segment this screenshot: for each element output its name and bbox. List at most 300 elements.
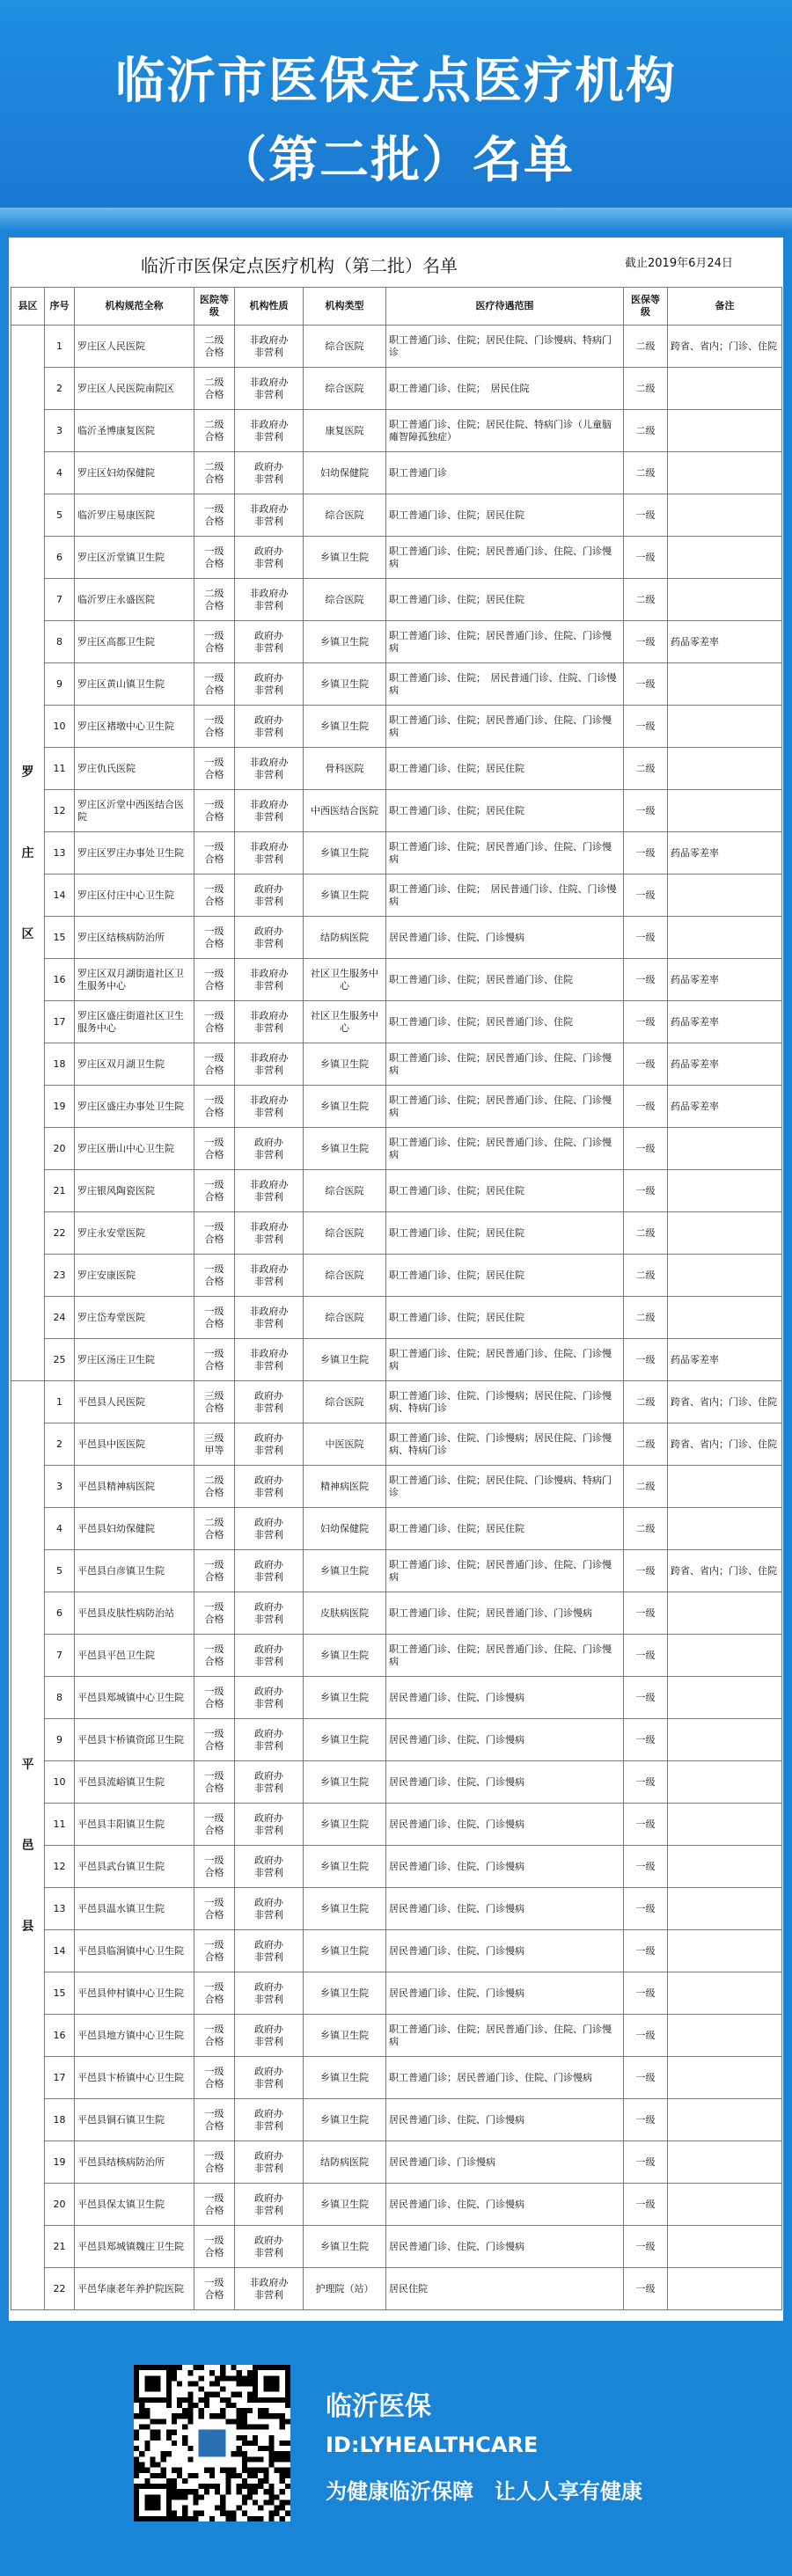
table-row: [11, 1381, 782, 1423]
seq-cell: 17: [45, 1001, 75, 1043]
grade-cell: 一级 合格: [194, 494, 235, 537]
scope-cell: 职工普通门诊、住院；居民住院、特病门诊（儿童脑瘫智障孤独症）: [386, 410, 624, 452]
type-cell: 综合医院: [304, 1255, 386, 1297]
grade-cell: 一级 合格: [194, 959, 235, 1001]
nature-cell: 政府办 非营利: [235, 452, 304, 494]
nature-cell: 非政府办 非营利: [235, 959, 304, 1001]
name-cell: 罗庄区黄山镇卫生院: [75, 663, 194, 706]
nature-cell: 政府办 非营利: [235, 1888, 304, 1930]
scope-cell: 职工普通门诊、住院；居民普通门诊、住院、门诊慢病: [386, 1339, 624, 1381]
col-header-remarks: 备注: [668, 288, 782, 326]
name-cell: 罗庄区罗庄办事处卫生院: [75, 832, 194, 875]
name-cell: 罗庄永安堂医院: [75, 1212, 194, 1255]
nature-cell: 政府办 非营利: [235, 1846, 304, 1888]
seq-cell: 4: [45, 452, 75, 494]
remarks-cell: [668, 790, 782, 832]
brand-slogan: 为健康临沂保障 让人人享有健康: [326, 2479, 642, 2504]
type-cell: 乡镇卫生院: [304, 2057, 386, 2099]
insurance-level-cell: 一级: [624, 832, 668, 875]
table-row: [11, 1972, 782, 2015]
seq-cell: 11: [45, 1804, 75, 1846]
nature-cell: 政府办 非营利: [235, 1972, 304, 2015]
name-cell: 平邑县皮肤性病防治站: [75, 1592, 194, 1635]
col-header-grade: 医院等级: [194, 288, 235, 326]
type-cell: 乡镇卫生院: [304, 1930, 386, 1972]
name-cell: 罗庄岱寿堂医院: [75, 1297, 194, 1339]
scope-cell: 居民普通门诊、住院、门诊慢病: [386, 1677, 624, 1719]
table-row: [11, 1508, 782, 1550]
remarks-cell: [668, 1761, 782, 1804]
remarks-cell: 跨省、省内；门诊、住院: [668, 1423, 782, 1466]
scope-cell: 职工普通门诊、住院；居民普通门诊、住院、门诊慢病: [386, 1550, 624, 1592]
grade-cell: 一级 合格: [194, 1297, 235, 1339]
insurance-level-cell: 一级: [624, 537, 668, 579]
nature-cell: 政府办 非营利: [235, 621, 304, 663]
insurance-level-cell: 一级: [624, 2099, 668, 2141]
seq-cell: 10: [45, 1761, 75, 1804]
scope-cell: 职工普通门诊、住院；居民普通门诊、住院、门诊慢病: [386, 2015, 624, 2057]
insurance-level-cell: 二级: [624, 1381, 668, 1423]
seq-cell: 13: [45, 1888, 75, 1930]
table-row: [11, 1846, 782, 1888]
table-row: [11, 1086, 782, 1128]
table-row: [11, 1001, 782, 1043]
remarks-cell: 药品零差率: [668, 1001, 782, 1043]
type-cell: 乡镇卫生院: [304, 1550, 386, 1592]
nature-cell: 政府办 非营利: [235, 1381, 304, 1423]
name-cell: 罗庄区沂堂镇卫生院: [75, 537, 194, 579]
scope-cell: 职工普通门诊；居民普通门诊、住院、门诊慢病: [386, 2057, 624, 2099]
insurance-level-cell: 二级: [624, 452, 668, 494]
name-cell: 罗庄区付庄中心卫生院: [75, 875, 194, 917]
type-cell: 结防病医院: [304, 917, 386, 959]
name-cell: 平邑县仲村镇中心卫生院: [75, 1972, 194, 2015]
scope-cell: 居民普通门诊、住院、门诊慢病: [386, 1888, 624, 1930]
col-header-seq: 序号: [45, 288, 75, 326]
type-cell: 乡镇卫生院: [304, 663, 386, 706]
table-row: [11, 1043, 782, 1086]
type-cell: 综合医院: [304, 326, 386, 368]
name-cell: 平邑县白彦镇卫生院: [75, 1550, 194, 1592]
list-sheet: [9, 238, 783, 2321]
remarks-cell: [668, 410, 782, 452]
nature-cell: 非政府办 非营利: [235, 326, 304, 368]
remarks-cell: 药品零差率: [668, 959, 782, 1001]
insurance-level-cell: 二级: [624, 748, 668, 790]
table-row: [11, 790, 782, 832]
nature-cell: 政府办 非营利: [235, 1677, 304, 1719]
insurance-level-cell: 一级: [624, 1888, 668, 1930]
sheet-date: 截止2019年6月24日: [625, 257, 733, 270]
type-cell: 乡镇卫生院: [304, 537, 386, 579]
type-cell: 乡镇卫生院: [304, 1677, 386, 1719]
grade-cell: 一级 合格: [194, 537, 235, 579]
table-row: [11, 1466, 782, 1508]
remarks-cell: [668, 2057, 782, 2099]
table-row: [11, 748, 782, 790]
type-cell: 皮肤病医院: [304, 1592, 386, 1635]
remarks-cell: [668, 1297, 782, 1339]
county-cell: 平 邑 县: [11, 1381, 45, 2310]
remarks-cell: [668, 368, 782, 410]
remarks-cell: [668, 1972, 782, 2015]
scope-cell: 居民普通门诊、住院、门诊慢病: [386, 917, 624, 959]
type-cell: 乡镇卫生院: [304, 832, 386, 875]
insurance-level-cell: 一级: [624, 1635, 668, 1677]
table-row: [11, 875, 782, 917]
insurance-level-cell: 一级: [624, 1550, 668, 1592]
scope-cell: 职工普通门诊、住院；居民普通门诊、住院、门诊慢病: [386, 621, 624, 663]
seq-cell: 5: [45, 494, 75, 537]
table-row: [11, 1761, 782, 1804]
nature-cell: 政府办 非营利: [235, 2057, 304, 2099]
type-cell: 乡镇卫生院: [304, 706, 386, 748]
table-row: [11, 2184, 782, 2226]
scope-cell: 职工普通门诊、住院；居民普通门诊、住院、门诊慢病: [386, 1635, 624, 1677]
table-row: [11, 2099, 782, 2141]
name-cell: 平邑县郑城镇中心卫生院: [75, 1677, 194, 1719]
seq-cell: 12: [45, 1846, 75, 1888]
type-cell: 综合医院: [304, 579, 386, 621]
type-cell: 乡镇卫生院: [304, 1972, 386, 2015]
nature-cell: 非政府办 非营利: [235, 790, 304, 832]
type-cell: 乡镇卫生院: [304, 1043, 386, 1086]
type-cell: 综合医院: [304, 1297, 386, 1339]
table-row: [11, 494, 782, 537]
nature-cell: 非政府办 非营利: [235, 748, 304, 790]
scope-cell: 居民普通门诊、住院、门诊慢病: [386, 2226, 624, 2268]
insurance-level-cell: 一级: [624, 1170, 668, 1212]
type-cell: 社区卫生服务中心: [304, 1001, 386, 1043]
remarks-cell: 药品零差率: [668, 1086, 782, 1128]
grade-cell: 一级 合格: [194, 1804, 235, 1846]
grade-cell: 一级 合格: [194, 917, 235, 959]
insurance-level-cell: 一级: [624, 1043, 668, 1086]
scope-cell: 职工普通门诊、住院；居民普通门诊、住院、门诊慢病: [386, 706, 624, 748]
nature-cell: 政府办 非营利: [235, 2141, 304, 2184]
table-row: [11, 452, 782, 494]
table-row: [11, 2268, 782, 2310]
scope-cell: 居民普通门诊、住院、门诊慢病: [386, 1930, 624, 1972]
scope-cell: 职工普通门诊、住院； 居民住院: [386, 368, 624, 410]
seq-cell: 15: [45, 1972, 75, 2015]
insurance-level-cell: 一级: [624, 1930, 668, 1972]
grade-cell: 二级 合格: [194, 410, 235, 452]
remarks-cell: [668, 1212, 782, 1255]
page-header: [0, 0, 792, 231]
nature-cell: 政府办 非营利: [235, 2015, 304, 2057]
institution-table: [11, 287, 782, 2310]
nature-cell: 非政府办 非营利: [235, 832, 304, 875]
col-header-type: 机构类型: [304, 288, 386, 326]
grade-cell: 一级 合格: [194, 1930, 235, 1972]
seq-cell: 7: [45, 579, 75, 621]
grade-cell: 二级 合格: [194, 368, 235, 410]
grade-cell: 一级 合格: [194, 790, 235, 832]
grade-cell: 二级 合格: [194, 1466, 235, 1508]
insurance-level-cell: 一级: [624, 790, 668, 832]
remarks-cell: [668, 2141, 782, 2184]
insurance-level-cell: 一级: [624, 2015, 668, 2057]
remarks-cell: [668, 579, 782, 621]
table-row: [11, 1677, 782, 1719]
remarks-cell: 药品零差率: [668, 1043, 782, 1086]
scope-cell: 居民普通门诊、住院、门诊慢病: [386, 1972, 624, 2015]
nature-cell: 非政府办 非营利: [235, 1212, 304, 1255]
insurance-level-cell: 一级: [624, 2184, 668, 2226]
grade-cell: 一级 合格: [194, 1719, 235, 1761]
name-cell: 罗庄区妇幼保健院: [75, 452, 194, 494]
remarks-cell: [668, 2268, 782, 2310]
insurance-level-cell: 二级: [624, 410, 668, 452]
grade-cell: 一级 合格: [194, 2268, 235, 2310]
insurance-level-cell: 二级: [624, 579, 668, 621]
insurance-level-cell: 一级: [624, 1804, 668, 1846]
seq-cell: 6: [45, 1592, 75, 1635]
nature-cell: 政府办 非营利: [235, 2184, 304, 2226]
grade-cell: 一级 合格: [194, 2015, 235, 2057]
nature-cell: 政府办 非营利: [235, 1719, 304, 1761]
grade-cell: 三级 合格: [194, 1381, 235, 1423]
nature-cell: 政府办 非营利: [235, 1508, 304, 1550]
remarks-cell: [668, 1719, 782, 1761]
name-cell: 罗庄区双月湖街道社区卫生服务中心: [75, 959, 194, 1001]
type-cell: 乡镇卫生院: [304, 1339, 386, 1381]
insurance-level-cell: 一级: [624, 1677, 668, 1719]
page-footer: [0, 2323, 792, 2576]
remarks-cell: 药品零差率: [668, 621, 782, 663]
type-cell: 乡镇卫生院: [304, 1888, 386, 1930]
brand-id: ID:LYHEALTHCARE: [326, 2433, 539, 2457]
scope-cell: 居民住院: [386, 2268, 624, 2310]
name-cell: 临沂圣博康复医院: [75, 410, 194, 452]
grade-cell: 一级 合格: [194, 1086, 235, 1128]
grade-cell: 一级 合格: [194, 2057, 235, 2099]
insurance-level-cell: 二级: [624, 1423, 668, 1466]
seq-cell: 10: [45, 706, 75, 748]
table-row: [11, 1930, 782, 1972]
scope-cell: 职工普通门诊、住院；居民普通门诊、住院、门诊慢病: [386, 1128, 624, 1170]
type-cell: 乡镇卫生院: [304, 2226, 386, 2268]
name-cell: 罗庄区褚墩中心卫生院: [75, 706, 194, 748]
remarks-cell: 跨省、省内；门诊、住院: [668, 1550, 782, 1592]
seq-cell: 13: [45, 832, 75, 875]
name-cell: 平邑县温水镇卫生院: [75, 1888, 194, 1930]
seq-cell: 18: [45, 1043, 75, 1086]
type-cell: 乡镇卫生院: [304, 1719, 386, 1761]
nature-cell: 非政府办 非营利: [235, 1086, 304, 1128]
remarks-cell: [668, 1255, 782, 1297]
seq-cell: 24: [45, 1297, 75, 1339]
table-row: [11, 1888, 782, 1930]
scope-cell: 居民普通门诊、住院、门诊慢病: [386, 1804, 624, 1846]
nature-cell: 政府办 非营利: [235, 1592, 304, 1635]
type-cell: 骨科医院: [304, 748, 386, 790]
scope-cell: 职工普通门诊、住院；居民普通门诊、住院: [386, 959, 624, 1001]
scope-cell: 职工普通门诊、住院；居民住院: [386, 1170, 624, 1212]
name-cell: 罗庄区人民医院南院区: [75, 368, 194, 410]
nature-cell: 政府办 非营利: [235, 663, 304, 706]
remarks-cell: [668, 1466, 782, 1508]
insurance-level-cell: 二级: [624, 1297, 668, 1339]
remarks-cell: [668, 917, 782, 959]
header-stripe: [0, 208, 792, 231]
nature-cell: 政府办 非营利: [235, 2226, 304, 2268]
type-cell: 综合医院: [304, 368, 386, 410]
grade-cell: 二级 合格: [194, 579, 235, 621]
nature-cell: 政府办 非营利: [235, 1423, 304, 1466]
scope-cell: 居民普通门诊、住院、门诊慢病: [386, 2099, 624, 2141]
insurance-level-cell: 一级: [624, 1086, 668, 1128]
name-cell: 罗庄银风陶瓷医院: [75, 1170, 194, 1212]
grade-cell: 一级 合格: [194, 1677, 235, 1719]
nature-cell: 非政府办 非营利: [235, 1001, 304, 1043]
grade-cell: 一级 合格: [194, 1761, 235, 1804]
name-cell: 平邑县卞桥镇资邱卫生院: [75, 1719, 194, 1761]
seq-cell: 8: [45, 1677, 75, 1719]
nature-cell: 非政府办 非营利: [235, 579, 304, 621]
remarks-cell: [668, 1592, 782, 1635]
name-cell: 平邑县人民医院: [75, 1381, 194, 1423]
name-cell: 罗庄区盛庄街道社区卫生服务中心: [75, 1001, 194, 1043]
insurance-level-cell: 一级: [624, 1846, 668, 1888]
name-cell: 平邑县平邑卫生院: [75, 1635, 194, 1677]
grade-cell: 一级 合格: [194, 1001, 235, 1043]
name-cell: 罗庄区沂堂中西医结合医院: [75, 790, 194, 832]
insurance-level-cell: 一级: [624, 2057, 668, 2099]
name-cell: 临沂罗庄易康医院: [75, 494, 194, 537]
remarks-cell: [668, 537, 782, 579]
grade-cell: 一级 合格: [194, 1972, 235, 2015]
type-cell: 综合医院: [304, 1170, 386, 1212]
name-cell: 平邑县丰阳镇卫生院: [75, 1804, 194, 1846]
nature-cell: 政府办 非营利: [235, 1128, 304, 1170]
nature-cell: 政府办 非营利: [235, 1930, 304, 1972]
insurance-level-cell: 一级: [624, 875, 668, 917]
name-cell: 罗庄区双月湖卫生院: [75, 1043, 194, 1086]
remarks-cell: [668, 1635, 782, 1677]
remarks-cell: [668, 2226, 782, 2268]
insurance-level-cell: 一级: [624, 959, 668, 1001]
remarks-cell: [668, 1677, 782, 1719]
nature-cell: 政府办 非营利: [235, 2099, 304, 2141]
insurance-level-cell: 二级: [624, 368, 668, 410]
name-cell: 平邑县铜石镇卫生院: [75, 2099, 194, 2141]
name-cell: 平邑县临涧镇中心卫生院: [75, 1930, 194, 1972]
insurance-level-cell: 一级: [624, 1128, 668, 1170]
scope-cell: 职工普通门诊、住院；居民住院: [386, 494, 624, 537]
sheet-title: 临沂市医保定点医疗机构（第二批）名单: [141, 255, 458, 276]
qr-code-icon[interactable]: [134, 2365, 290, 2521]
nature-cell: 非政府办 非营利: [235, 1255, 304, 1297]
insurance-level-cell: 二级: [624, 326, 668, 368]
table-row: [11, 2226, 782, 2268]
remarks-cell: [668, 1888, 782, 1930]
seq-cell: 21: [45, 2226, 75, 2268]
seq-cell: 3: [45, 410, 75, 452]
seq-cell: 6: [45, 537, 75, 579]
grade-cell: 二级 合格: [194, 326, 235, 368]
grade-cell: 一级 合格: [194, 2184, 235, 2226]
nature-cell: 非政府办 非营利: [235, 410, 304, 452]
col-header-name: 机构规范全称: [75, 288, 194, 326]
name-cell: 平邑县流峪镇卫生院: [75, 1761, 194, 1804]
scope-cell: 职工普通门诊、住院；居民住院: [386, 1255, 624, 1297]
table-row: [11, 959, 782, 1001]
scope-cell: 职工普通门诊、住院；居民住院: [386, 1508, 624, 1550]
type-cell: 妇幼保健院: [304, 1508, 386, 1550]
remarks-cell: [668, 1804, 782, 1846]
type-cell: 护理院（站）: [304, 2268, 386, 2310]
remarks-cell: [668, 452, 782, 494]
type-cell: 妇幼保健院: [304, 452, 386, 494]
type-cell: 综合医院: [304, 1381, 386, 1423]
type-cell: 乡镇卫生院: [304, 2184, 386, 2226]
table-row: [11, 368, 782, 410]
seq-cell: 14: [45, 875, 75, 917]
table-row: [11, 917, 782, 959]
remarks-cell: [668, 706, 782, 748]
grade-cell: 一级 合格: [194, 663, 235, 706]
seq-cell: 19: [45, 1086, 75, 1128]
table-header-row: [11, 288, 782, 326]
grade-cell: 一级 合格: [194, 1170, 235, 1212]
table-row: [11, 832, 782, 875]
grade-cell: 一级 合格: [194, 1888, 235, 1930]
remarks-cell: 跨省、省内；门诊、住院: [668, 1381, 782, 1423]
type-cell: 乡镇卫生院: [304, 1086, 386, 1128]
table-row: [11, 663, 782, 706]
name-cell: 平邑县地方镇中心卫生院: [75, 2015, 194, 2057]
grade-cell: 一级 合格: [194, 875, 235, 917]
nature-cell: 非政府办 非营利: [235, 494, 304, 537]
table-row: [11, 1550, 782, 1592]
type-cell: 乡镇卫生院: [304, 1804, 386, 1846]
remarks-cell: [668, 748, 782, 790]
nature-cell: 非政府办 非营利: [235, 1043, 304, 1086]
scope-cell: 职工普通门诊、住院；居民住院: [386, 1297, 624, 1339]
type-cell: 康复医院: [304, 410, 386, 452]
scope-cell: 职工普通门诊、住院；居民普通门诊、住院、门诊慢病: [386, 832, 624, 875]
page-title-line1: 临沂市医保定点医疗机构: [115, 53, 677, 110]
insurance-level-cell: 一级: [624, 2226, 668, 2268]
grade-cell: 一级 合格: [194, 1255, 235, 1297]
insurance-level-cell: 一级: [624, 1592, 668, 1635]
remarks-cell: [668, 1170, 782, 1212]
name-cell: 罗庄区人民医院: [75, 326, 194, 368]
scope-cell: 居民普通门诊、门诊慢病: [386, 2141, 624, 2184]
seq-cell: 16: [45, 2015, 75, 2057]
type-cell: 综合医院: [304, 494, 386, 537]
name-cell: 平邑县卞桥镇中心卫生院: [75, 2057, 194, 2099]
scope-cell: 职工普通门诊、住院、门诊慢病；居民住院、门诊慢病、特病门诊: [386, 1381, 624, 1423]
seq-cell: 16: [45, 959, 75, 1001]
table-row: [11, 1297, 782, 1339]
grade-cell: 一级 合格: [194, 1635, 235, 1677]
insurance-level-cell: 二级: [624, 1466, 668, 1508]
col-header-insurance-level: 医保等级: [624, 288, 668, 326]
col-header-nature: 机构性质: [235, 288, 304, 326]
name-cell: 罗庄仇氏医院: [75, 748, 194, 790]
insurance-level-cell: 二级: [624, 1508, 668, 1550]
remarks-cell: [668, 875, 782, 917]
nature-cell: 政府办 非营利: [235, 706, 304, 748]
name-cell: 临沂罗庄永盛医院: [75, 579, 194, 621]
seq-cell: 22: [45, 2268, 75, 2310]
seq-cell: 2: [45, 1423, 75, 1466]
type-cell: 乡镇卫生院: [304, 621, 386, 663]
insurance-level-cell: 一级: [624, 917, 668, 959]
